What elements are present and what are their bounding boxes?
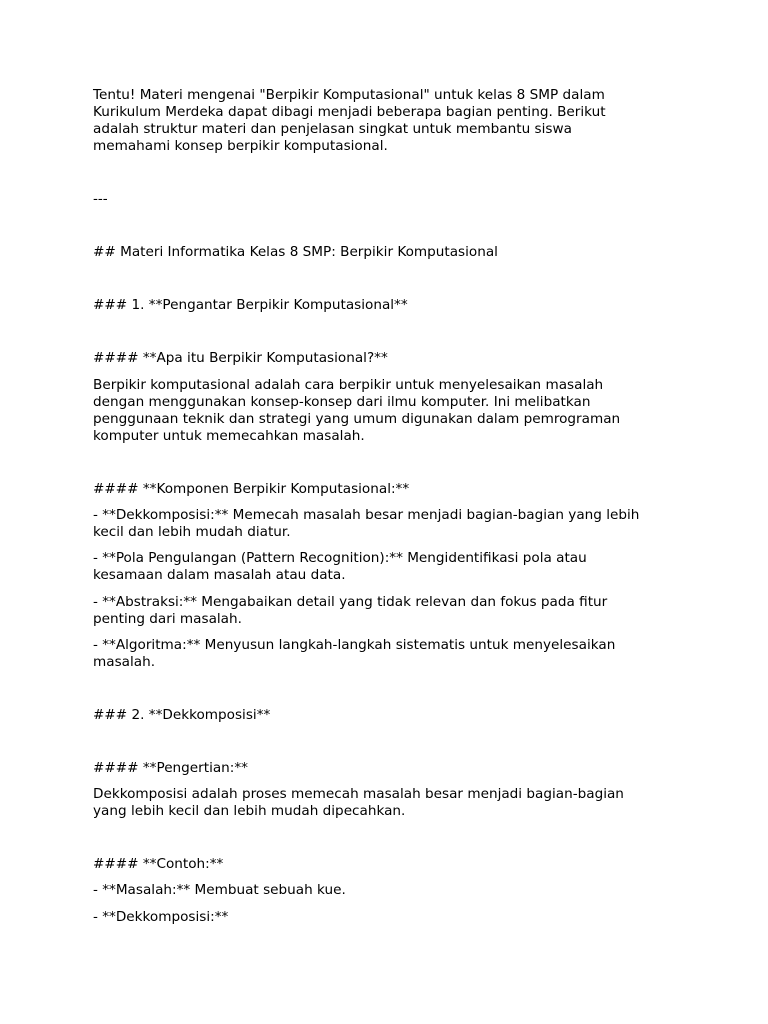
component-item-pattern: - **Pola Pengulangan (Pattern Recognition):** Mengidentifikasi pola atau bbox=[93, 550, 587, 566]
section-1-sub-heading-what: #### **Apa itu Berpikir Komputasional?** bbox=[93, 350, 388, 366]
intro-line: Kurikulum Merdeka dapat dibagi menjadi beberapa bagian penting. Berikut bbox=[93, 104, 606, 120]
intro-line: adalah struktur materi dan penjelasan singkat untuk membantu siswa bbox=[93, 121, 572, 137]
section-1-heading: ### 1. **Pengantar Berpikir Komputasional** bbox=[93, 297, 408, 313]
component-item-pattern: kesamaan dalam masalah atau data. bbox=[93, 567, 346, 583]
example-item: - **Dekkomposisi:** bbox=[93, 909, 229, 925]
example-item: - **Masalah:** Membuat sebuah kue. bbox=[93, 882, 346, 898]
component-item-abstraction: - **Abstraksi:** Mengabaikan detail yang tidak relevan dan fokus pada fitur bbox=[93, 594, 608, 610]
separator: --- bbox=[93, 191, 108, 207]
section-1-paragraph-line: penggunaan teknik dan strategi yang umum digunakan dalam pemrograman bbox=[93, 411, 621, 427]
component-item-algorithm: - **Algoritma:** Menyusun langkah-langkah sistematis untuk menyelesaikan bbox=[93, 637, 616, 653]
intro-line: memahami konsep berpikir komputasional. bbox=[93, 138, 388, 154]
section-1-paragraph-line: komputer untuk memecahkan masalah. bbox=[93, 428, 365, 444]
component-item-decomposition: kecil dan lebih mudah diatur. bbox=[93, 524, 291, 540]
intro-line: Tentu! Materi mengenai "Berpikir Komputasional" untuk kelas 8 SMP dalam bbox=[93, 87, 605, 103]
section-2-sub-heading-definition: #### **Pengertian:** bbox=[93, 760, 248, 776]
component-item-abstraction: penting dari masalah. bbox=[93, 611, 242, 627]
document-title: ## Materi Informatika Kelas 8 SMP: Berpikir Komputasional bbox=[93, 244, 498, 260]
section-1-sub-heading-components: #### **Komponen Berpikir Komputasional:** bbox=[93, 481, 410, 497]
section-1-paragraph-line: Berpikir komputasional adalah cara berpikir untuk menyelesaikan masalah bbox=[93, 377, 604, 393]
component-item-decomposition: - **Dekkomposisi:** Memecah masalah besar menjadi bagian-bagian yang lebih bbox=[93, 507, 640, 523]
section-1-paragraph-line: dengan menggunakan konsep-konsep dari ilmu komputer. Ini melibatkan bbox=[93, 394, 591, 410]
component-item-algorithm: masalah. bbox=[93, 654, 156, 670]
section-2-heading: ### 2. **Dekkomposisi** bbox=[93, 707, 271, 723]
section-2-paragraph-line: yang lebih kecil dan lebih mudah dipecahkan. bbox=[93, 803, 406, 819]
section-2-sub-heading-example: #### **Contoh:** bbox=[93, 856, 224, 872]
section-2-paragraph-line: Dekkomposisi adalah proses memecah masalah besar menjadi bagian-bagian bbox=[93, 786, 624, 802]
